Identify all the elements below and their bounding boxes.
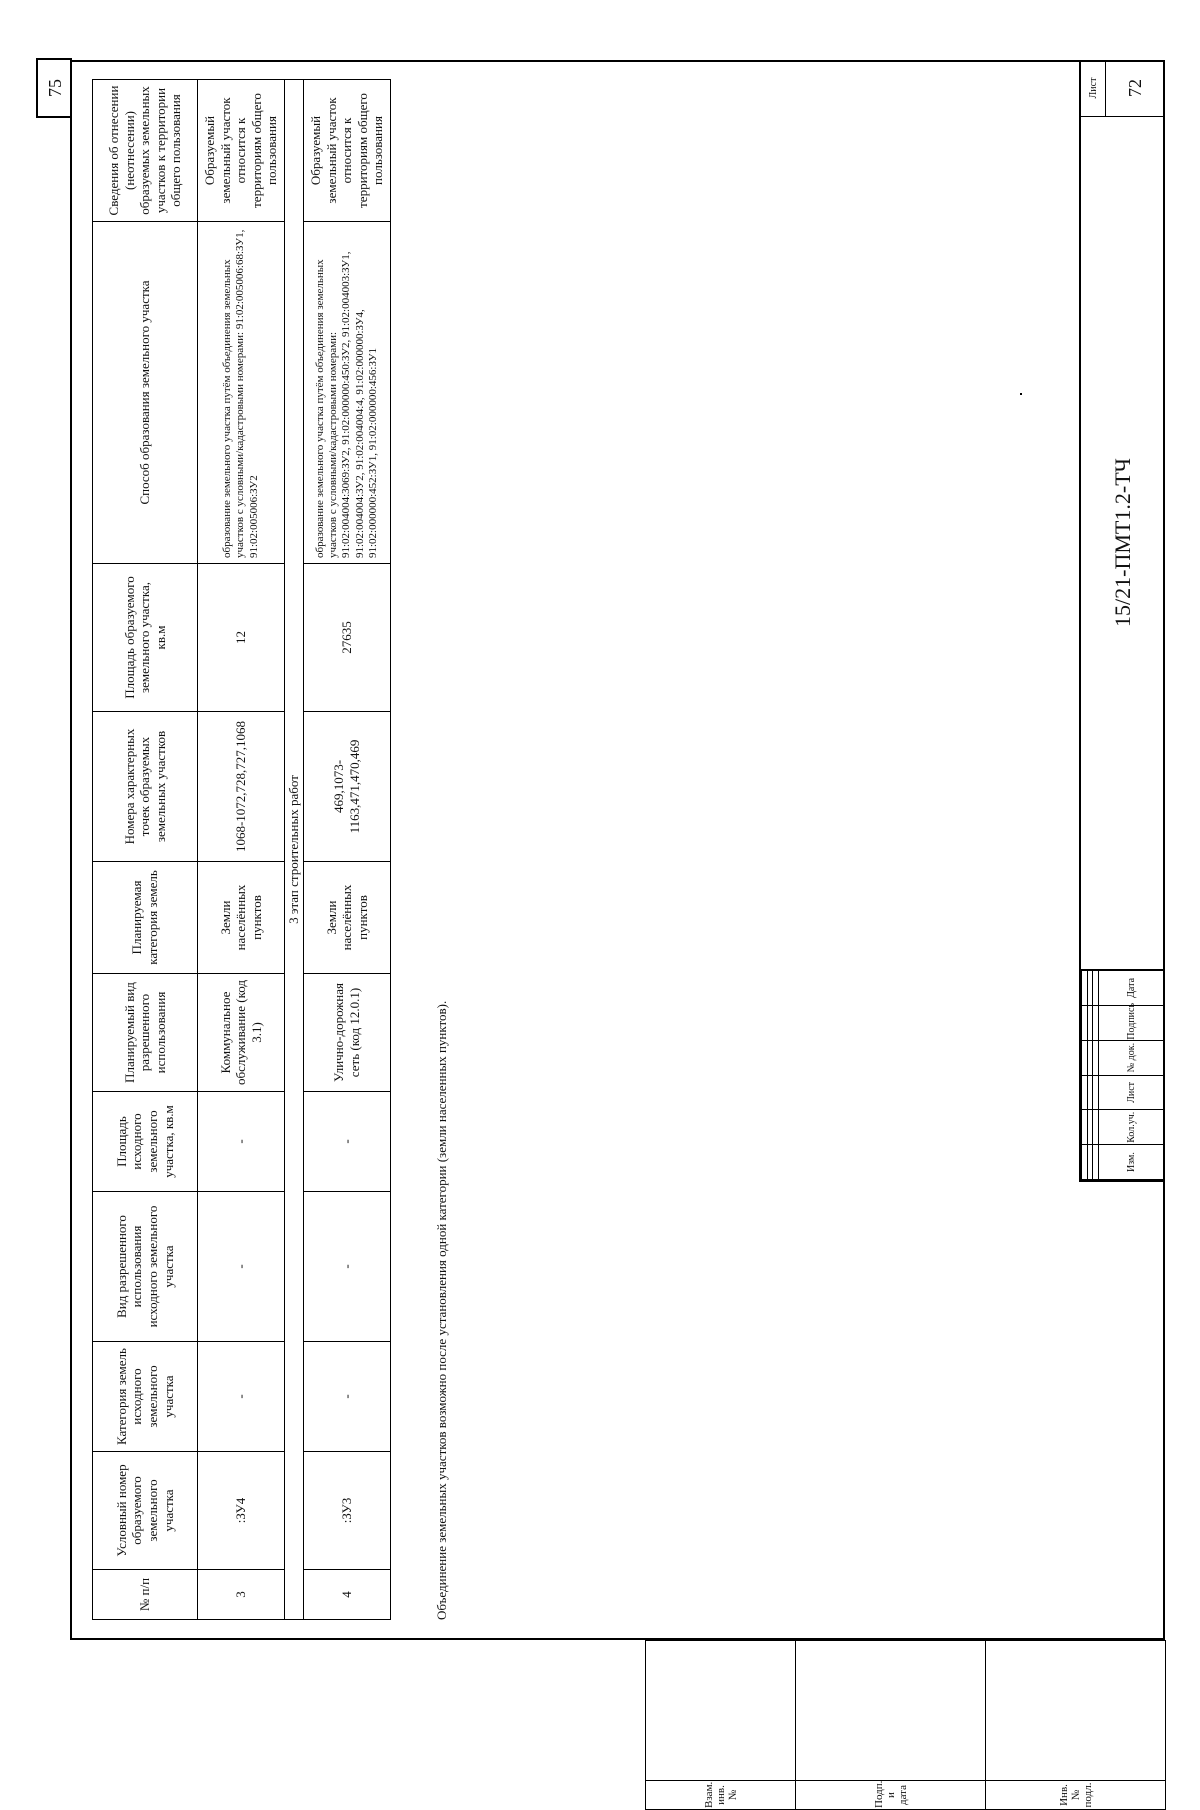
rev-col-list: Лист <box>1098 1075 1164 1110</box>
rev-col-izm: Изм. <box>1098 1145 1164 1180</box>
cell-method: образование земельного участка путём объединения земельных участков с условными/кадастровыми номерами: 91:02:004004:3069:ЗУ2, 91:02:000000:450:ЗУ2, 91:02:004003:ЗУ1, 91:02:004004:ЗУ2, 91:02:004004:4, 91:02:000000:ЗУ4, 91:02:000000:452:ЗУ1, 91:02:000000:456:ЗУ1 <box>303 222 390 564</box>
header-points: Номера характерных точек образуемых земельных участков <box>93 712 198 862</box>
rev-col-podpis: Подпись <box>1098 1005 1164 1040</box>
cell-cat-plan: Земли населённых пунктов <box>303 862 390 974</box>
cell-points: 1068-1072,728,727,1068 <box>198 712 285 862</box>
header-cond: Условный номер образуемого земельного участка <box>93 1452 198 1570</box>
table-note: Объединение земельных участков возможно после установления одной категории (земли населенных пунктов). <box>434 1000 449 1620</box>
header-vri-src: Вид разрешенного использования исходного земельного участка <box>93 1192 198 1342</box>
revision-grid <box>1081 970 1165 1180</box>
header-vri-plan: Планируемый вид разрешенного использования <box>93 974 198 1092</box>
document-code: 15/21-ПМТ1.2-ТЧ <box>1081 116 1165 970</box>
header-area: Площадь образуемого земельного участка, кв.м <box>93 564 198 712</box>
header-public: Сведения об отнесении (неотнесении) образуемых земельных участков к территории общего пользования <box>93 80 198 222</box>
header-area-src: Площадь исходного земельного участка, кв.м <box>93 1092 198 1192</box>
scan-dot <box>1020 393 1022 395</box>
top-page-number: 75 <box>36 58 72 118</box>
sheet-number-box <box>1081 60 1165 117</box>
cell-public: Образуемый земельный участок относится к территориям общего пользования <box>198 80 285 222</box>
title-block <box>1079 60 1165 1182</box>
cell-num: 3 <box>198 1570 285 1620</box>
cell-cat-plan: Земли населённых пунктов <box>198 862 285 974</box>
cell-cat-src: - <box>303 1342 390 1452</box>
cell-vri-plan: Коммунальное обслуживание (код 3.1) <box>198 974 285 1092</box>
cell-vri-src: - <box>198 1192 285 1342</box>
stage-label: 3 этап строительных работ <box>284 80 303 1620</box>
header-cat-src: Категория земель исходного земельного участка <box>93 1342 198 1452</box>
stamp-vzam: Взам. инв. № <box>646 1781 796 1810</box>
stamp-podp: Подп. и дата <box>796 1781 986 1810</box>
cell-area-src: - <box>303 1092 390 1192</box>
cell-area: 12 <box>198 564 285 712</box>
stage-row <box>284 80 303 1620</box>
cell-cond: :ЗУ4 <box>198 1452 285 1570</box>
cell-cond: :ЗУ3 <box>303 1452 390 1570</box>
cell-vri-src: - <box>303 1192 390 1342</box>
rotated-sheet <box>44 60 1165 1808</box>
cell-area: 27635 <box>303 564 390 712</box>
table-header-row <box>93 80 198 1620</box>
rev-col-data: Дата <box>1098 971 1164 1006</box>
rev-col-koluch: Кол.уч. <box>1098 1110 1164 1145</box>
rev-col-ndok: № док. <box>1098 1040 1164 1075</box>
header-num: № п/п <box>93 1570 198 1620</box>
table-row <box>303 80 390 1620</box>
side-stamp <box>645 1640 1165 1810</box>
header-method: Способ образования земельного участка <box>93 222 198 564</box>
cell-cat-src: - <box>198 1342 285 1452</box>
cell-vri-plan: Улично-дорожная сеть (код 12.0.1) <box>303 974 390 1092</box>
sheet-number: 72 <box>1124 79 1145 97</box>
cell-method: образование земельного участка путём объединения земельных участков с условными/кадастровыми номерами: 91:02:005006:68:ЗУ1, 91:02:005006:ЗУ2 <box>198 222 285 564</box>
stamp-inv: Инв. № подл. <box>986 1781 1166 1810</box>
cell-points: 469,1073-1163,471,470,469 <box>303 712 390 862</box>
sheet-label: Лист <box>1081 60 1106 116</box>
cell-public: Образуемый земельный участок относится к территориям общего пользования <box>303 80 390 222</box>
land-plots-table <box>92 79 391 1620</box>
cell-area-src: - <box>198 1092 285 1192</box>
cell-num: 4 <box>303 1570 390 1620</box>
header-cat-plan: Планируемая категория земель <box>93 862 198 974</box>
table-row <box>198 80 285 1620</box>
